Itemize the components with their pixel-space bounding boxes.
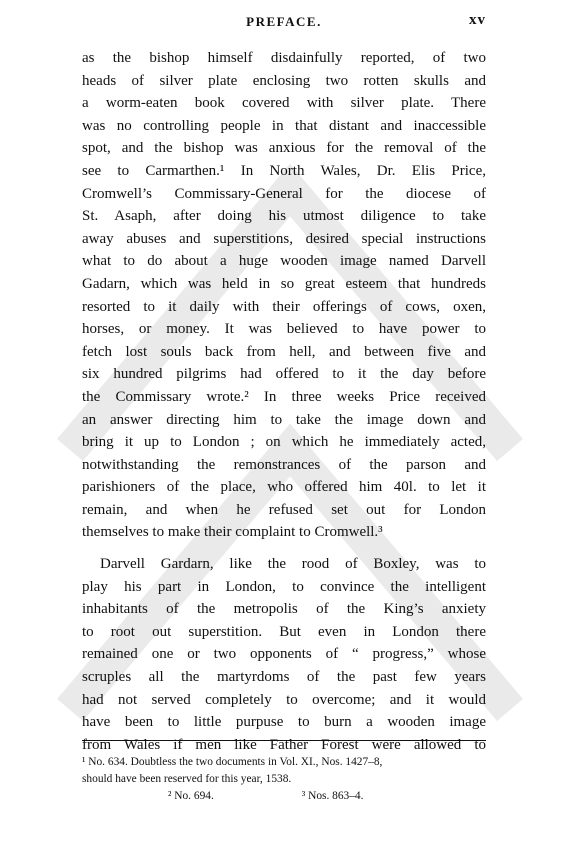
footnote-row [82, 788, 486, 805]
text-line: themselves to make their complaint to Cromwell.³ [82, 524, 383, 541]
text-line: see to Carmarthen.¹ In North Wales, Dr. Elis Price, [82, 162, 486, 179]
text-line: had not served completely to overcome; and it would [82, 691, 486, 708]
footnote-2: ² No. 694. [168, 790, 214, 802]
footnote-3: ³ Nos. 863–4. [301, 790, 364, 802]
text-line: horses, or money. It was believed to have power to [82, 321, 486, 338]
page-number: xv [469, 12, 486, 28]
text-line: Cromwell’s Commissary-General for the diocese of [82, 185, 486, 202]
body-text [82, 47, 486, 756]
text-line: play his part in London, to convince the intelligent [82, 578, 486, 595]
text-line: away abuses and superstitions, desired special instructions [82, 230, 486, 247]
page-header [82, 10, 486, 32]
text-line: heads of silver plate enclosing two rotten skulls and [82, 72, 486, 89]
text-line: Darvell Gardarn, like the rood of Boxley, was to [100, 556, 486, 573]
text-line: was no controlling people in that distant and inaccessible [82, 117, 486, 134]
text-line: remained one or two opponents of “ progress,” whose [82, 646, 486, 663]
text-line: as the bishop himself disdainfully reported, of two [82, 50, 486, 66]
text-line: scruples all the martyrdoms of the past few years [82, 669, 486, 686]
paragraph-2 [82, 553, 486, 756]
paragraph-1 [82, 47, 486, 544]
footnote-1-line-2: should have been reserved for this year, 1538. [82, 773, 292, 785]
text-line: to root out superstition. But even in London there [82, 623, 486, 640]
running-head: PREFACE. [246, 14, 322, 29]
text-line: resorted to it daily with their offerings of cows, oxen, [82, 298, 486, 315]
text-line: Gadarn, which was held in so great esteem that hundreds [82, 275, 486, 292]
text-line: bring it up to London ; on which he immediately acted, [82, 434, 486, 451]
text-line: spot, and the bishop was anxious for the removal of the [82, 140, 486, 157]
text-line: inhabitants of the metropolis of the King’s anxiety [82, 601, 486, 618]
text-line: a worm-eaten book covered with silver plate. There [82, 95, 486, 112]
text-line: notwithstanding the remonstrances of the parson and [82, 456, 486, 473]
text-line: an answer directing him to take the image down and [82, 411, 486, 428]
text-line: parishioners of the place, who offered him 40l. to let it [82, 479, 486, 496]
footnotes [82, 754, 486, 805]
text-line: remain, and when he refused set out for London [82, 501, 486, 518]
text-line: have been to little purpuse to burn a wooden image [82, 714, 486, 731]
text-line: from Wales if men like Father Forest were allowed to [82, 736, 486, 753]
text-line: what to do about a huge wooden image named Darvell [82, 253, 486, 270]
text-line: six hundred pilgrims had offered to it the day before [82, 366, 486, 383]
footnote-1-line-1: ¹ No. 634. Doubtless the two documents in Vol. XI., Nos. 1427–8, [82, 756, 383, 768]
paragraph-gap [82, 544, 486, 553]
text-line: fetch lost souls back from hell, and between five and [82, 343, 486, 360]
text-line: the Commissary wrote.² In three weeks Price received [82, 388, 486, 405]
text-line: St. Asaph, after doing his utmost diligence to take [82, 208, 486, 225]
footnote-divider [82, 740, 486, 741]
